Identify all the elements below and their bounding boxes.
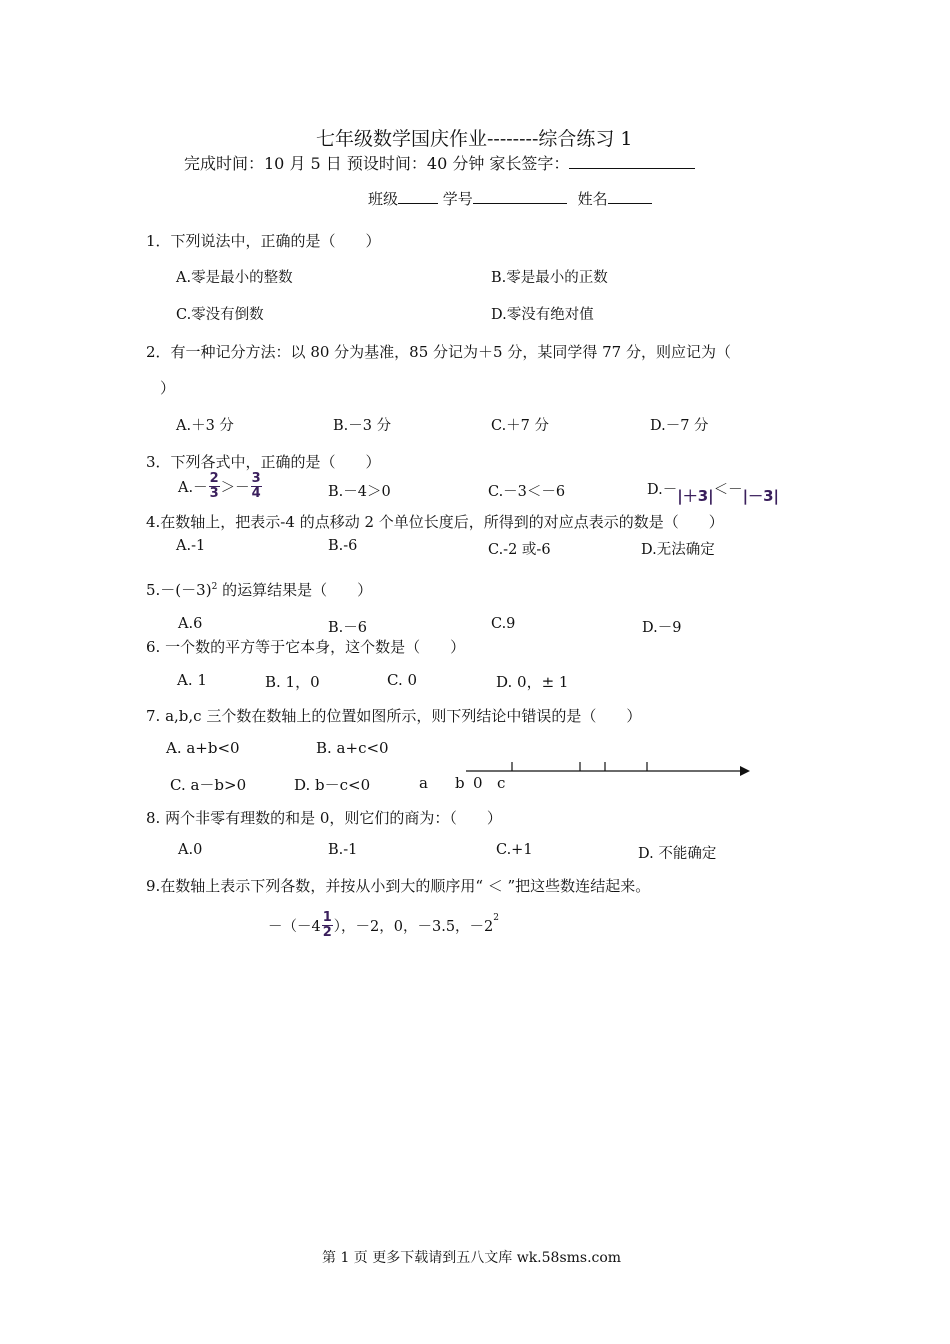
q3-a-fraction-1 xyxy=(209,472,220,501)
q5-option-d[interactable]: D.－9 xyxy=(642,620,682,636)
header-info-text: 完成时间：10 月 5 日 预设时间：40 分钟 家长签字： xyxy=(184,154,570,173)
q6-option-a[interactable]: A. 1 xyxy=(177,671,207,689)
q8-option-c[interactable]: C.+1 xyxy=(496,842,533,858)
q2-stem-end: ） xyxy=(160,379,176,397)
q3-d-abs-2: |－3| xyxy=(742,487,780,505)
q1-stem: 1．下列说法中，正确的是（ ） xyxy=(146,232,381,250)
number-line-label-a: a xyxy=(419,774,428,792)
q3-a-den1: 3 xyxy=(209,485,219,501)
id-label: 学号 xyxy=(442,190,473,208)
q9-frac-den: 2 xyxy=(322,924,332,940)
q1-option-b[interactable]: B.零是最小的正数 xyxy=(491,270,608,286)
q5-stem xyxy=(146,579,372,600)
q2-option-a[interactable]: A.＋3 分 xyxy=(176,418,234,434)
q3-a-num1: 2 xyxy=(209,470,219,486)
q5-option-a[interactable]: A.6 xyxy=(178,616,203,632)
q3-a-num2: 3 xyxy=(251,470,261,486)
class-label: 班级 xyxy=(368,190,399,208)
q4-option-c[interactable]: C.-2 或-6 xyxy=(488,542,551,558)
q3-a-fraction-2 xyxy=(251,472,262,501)
q3-option-c[interactable]: C.－3＜－6 xyxy=(488,484,566,500)
q7-option-c[interactable]: C. a－b>0 xyxy=(170,776,247,794)
q2-option-c[interactable]: C.＋7 分 xyxy=(491,418,550,434)
q1-option-d[interactable]: D.零没有绝对值 xyxy=(491,307,594,323)
parent-signature-blank[interactable] xyxy=(569,154,695,169)
q1-option-c[interactable]: C.零没有倒数 xyxy=(176,307,264,323)
q4-option-b[interactable]: B.-6 xyxy=(328,538,358,554)
q7-option-a[interactable]: A. a+b<0 xyxy=(166,739,240,757)
number-line-label-c: c xyxy=(497,774,506,792)
q7-stem: 7. a,b,c 三个数在数轴上的位置如图所示，则下列结论中错误的是（ ） xyxy=(146,707,642,725)
q6-option-d[interactable]: D. 0，± 1 xyxy=(496,673,569,691)
q2-option-d[interactable]: D.－7 分 xyxy=(650,418,709,434)
q8-option-a[interactable]: A.0 xyxy=(178,842,203,858)
q3-d-mid: ＜－ xyxy=(713,482,743,498)
page-footer: 第 1 页 更多下载请到五八文库 wk.58sms.com xyxy=(322,1250,622,1266)
q3-d-abs-1: |＋3| xyxy=(677,487,714,505)
q2-stem: 2．有一种记分方法：以 80 分为基准，85 分记为＋5 分，某同学得 77 分，则应记为（ xyxy=(146,343,731,361)
q5-stem-pre: 5.－(－3) xyxy=(146,581,212,599)
q3-d-prefix: D.－ xyxy=(647,482,678,498)
q1-option-a[interactable]: A.零是最小的整数 xyxy=(176,270,293,286)
q8-option-d[interactable]: D. 不能确定 xyxy=(638,846,717,862)
q5-stem-exponent: 2 xyxy=(211,582,218,592)
q4-option-d[interactable]: D.无法确定 xyxy=(641,542,715,558)
q3-a-prefix: A.－ xyxy=(178,479,208,496)
number-line-arrow xyxy=(740,766,750,776)
name-blank[interactable] xyxy=(608,189,652,204)
page-title: 七年级数学国庆作业--------综合练习 1 xyxy=(316,128,633,150)
q4-stem: 4.在数轴上，把表示-4 的点移动 2 个单位长度后，所得到的对应点表示的数是（ ） xyxy=(146,513,724,531)
header-info xyxy=(184,151,695,174)
number-line-label-b: b xyxy=(455,774,465,792)
q7-option-b[interactable]: B. a+c<0 xyxy=(316,739,389,757)
q6-stem: 6. 一个数的平方等于它本身，这个数是（ ） xyxy=(146,638,466,656)
q9-frac-num: 1 xyxy=(322,909,332,925)
number-line-label-0: 0 xyxy=(473,774,483,792)
q3-option-d[interactable] xyxy=(647,478,780,505)
q3-a-den2: 4 xyxy=(251,485,261,501)
q6-option-b[interactable]: B. 1，0 xyxy=(265,673,320,691)
q5-stem-post: 的运算结果是（ ） xyxy=(217,581,373,599)
q4-option-a[interactable]: A.-1 xyxy=(176,538,206,554)
q7-option-d[interactable]: D. b－c<0 xyxy=(294,776,371,794)
name-label: 姓名 xyxy=(577,190,608,208)
q5-option-c[interactable]: C.9 xyxy=(491,616,516,632)
q3-option-b[interactable]: B.－4＞0 xyxy=(328,484,391,500)
q8-stem: 8. 两个非零有理数的和是 0，则它们的商为：（ ） xyxy=(146,809,502,827)
q9-expr-exponent: 2 xyxy=(493,913,500,923)
q3-option-a[interactable] xyxy=(178,468,263,504)
id-blank[interactable] xyxy=(473,189,567,204)
q5-option-b[interactable]: B.－6 xyxy=(328,620,367,636)
q9-expression xyxy=(268,905,499,945)
q6-option-c[interactable]: C. 0 xyxy=(387,671,418,689)
q8-option-b[interactable]: B.-1 xyxy=(328,842,358,858)
q9-fraction xyxy=(322,911,333,940)
q9-expr-pre: －（－4 xyxy=(268,918,321,935)
q3-a-mid: ＞－ xyxy=(220,479,250,496)
q9-stem: 9.在数轴上表示下列各数，并按从小到大的顺序用“ ＜ ”把这些数连结起来。 xyxy=(146,877,651,895)
class-blank[interactable] xyxy=(398,189,438,204)
q2-option-b[interactable]: B.－3 分 xyxy=(333,418,392,434)
student-info xyxy=(368,188,652,209)
q3-stem: 3．下列各式中，正确的是（ ） xyxy=(146,453,381,471)
q9-expr-mid: ），－2，0，－3.5，－2 xyxy=(333,918,494,935)
